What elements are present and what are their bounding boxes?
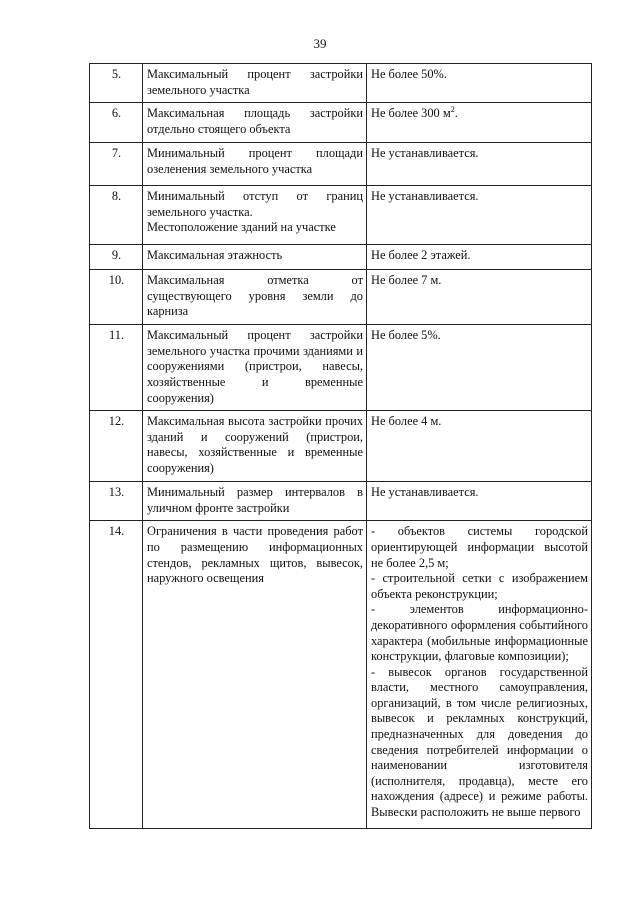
parameter-cell: Минимальный размер интервалов в уличном фронте застройки (143, 482, 367, 521)
row-number: 5. (90, 64, 143, 103)
value-cell (367, 103, 592, 143)
value-suffix: . (454, 106, 458, 121)
value-cell: Не более 50%. (367, 64, 592, 103)
parameter-cell: Максимальная отметка от существующего уровня земли до карниза (143, 270, 367, 325)
parameter-cell: Максимальная этажность (143, 245, 367, 270)
value-list-item: - строительной сетки с изображением объекта реконструкции; (371, 571, 588, 601)
value-superscript: 2 (450, 105, 455, 115)
parameter-cell: Максимальная высота застройки прочих зданий и сооружений (пристрои, навесы, хозяйственные и временные сооружения) (143, 411, 367, 482)
value-cell: Не устанавливается. (367, 143, 592, 186)
table-row (90, 186, 592, 245)
parameter-cell: Ограничения в части проведения работ по размещению информационных стендов, рекламных щитов, вывесок, наружного освещения (143, 521, 367, 829)
parameter-cell (143, 186, 367, 245)
value-list-cell (367, 521, 592, 829)
table-row (90, 325, 592, 411)
row-number: 11. (90, 325, 143, 411)
parameter-extra-text: Местоположение зданий на участке (147, 220, 336, 235)
row-number: 8. (90, 186, 143, 245)
table-row (90, 270, 592, 325)
value-cell: Не устанавливается. (367, 482, 592, 521)
row-number: 10. (90, 270, 143, 325)
page-number: 39 (313, 36, 327, 51)
row-number: 12. (90, 411, 143, 482)
table-row (90, 521, 592, 829)
regulations-table (89, 63, 592, 829)
table-row (90, 482, 592, 521)
value-cell: Не более 5%. (367, 325, 592, 411)
row-number: 6. (90, 103, 143, 143)
value-list-item: - элементов информационно-декоративного оформления событийного характера (мобильные информационные конструкции, флаговые композиции); (371, 602, 588, 664)
value-cell: Не более 7 м. (367, 270, 592, 325)
value-cell: Не более 2 этажей. (367, 245, 592, 270)
value-list-item: - вывесок органов государственной власти, местного самоуправления, организаций, в том числе религиозных, вывесок и рекламных конструкций, предназначенных для доведения до сведения потребителей информации о наименовании изготовителя (исполнителя, продавца), месте его нахождения (адресе) и режиме работы. Вывески расположить не выше первого (371, 664, 588, 820)
value-text: Не более 300 м (371, 106, 451, 121)
row-number: 13. (90, 482, 143, 521)
value-cell: Не более 4 м. (367, 411, 592, 482)
row-number: 14. (90, 521, 143, 829)
table-row (90, 64, 592, 103)
table-row (90, 143, 592, 186)
parameter-cell: Максимальная площадь застройки отдельно стоящего объекта (143, 103, 367, 143)
parameter-text: Минимальный отступ от границ земельного участка. (147, 189, 363, 219)
value-cell: Не устанавливается. (367, 186, 592, 245)
table-row (90, 411, 592, 482)
value-list-item: - объектов системы городской ориентирующей информации высотой не более 2,5 м; (371, 524, 588, 570)
table-row (90, 103, 592, 143)
parameter-cell: Максимальный процент застройки земельного участка прочими зданиями и сооружениями (пристрои, навесы, хозяйственные и временные сооружения) (143, 325, 367, 411)
table-row (90, 245, 592, 270)
row-number: 9. (90, 245, 143, 270)
parameter-cell: Минимальный процент площади озеленения земельного участка (143, 143, 367, 186)
parameter-cell: Максимальный процент застройки земельного участка (143, 64, 367, 103)
row-number: 7. (90, 143, 143, 186)
